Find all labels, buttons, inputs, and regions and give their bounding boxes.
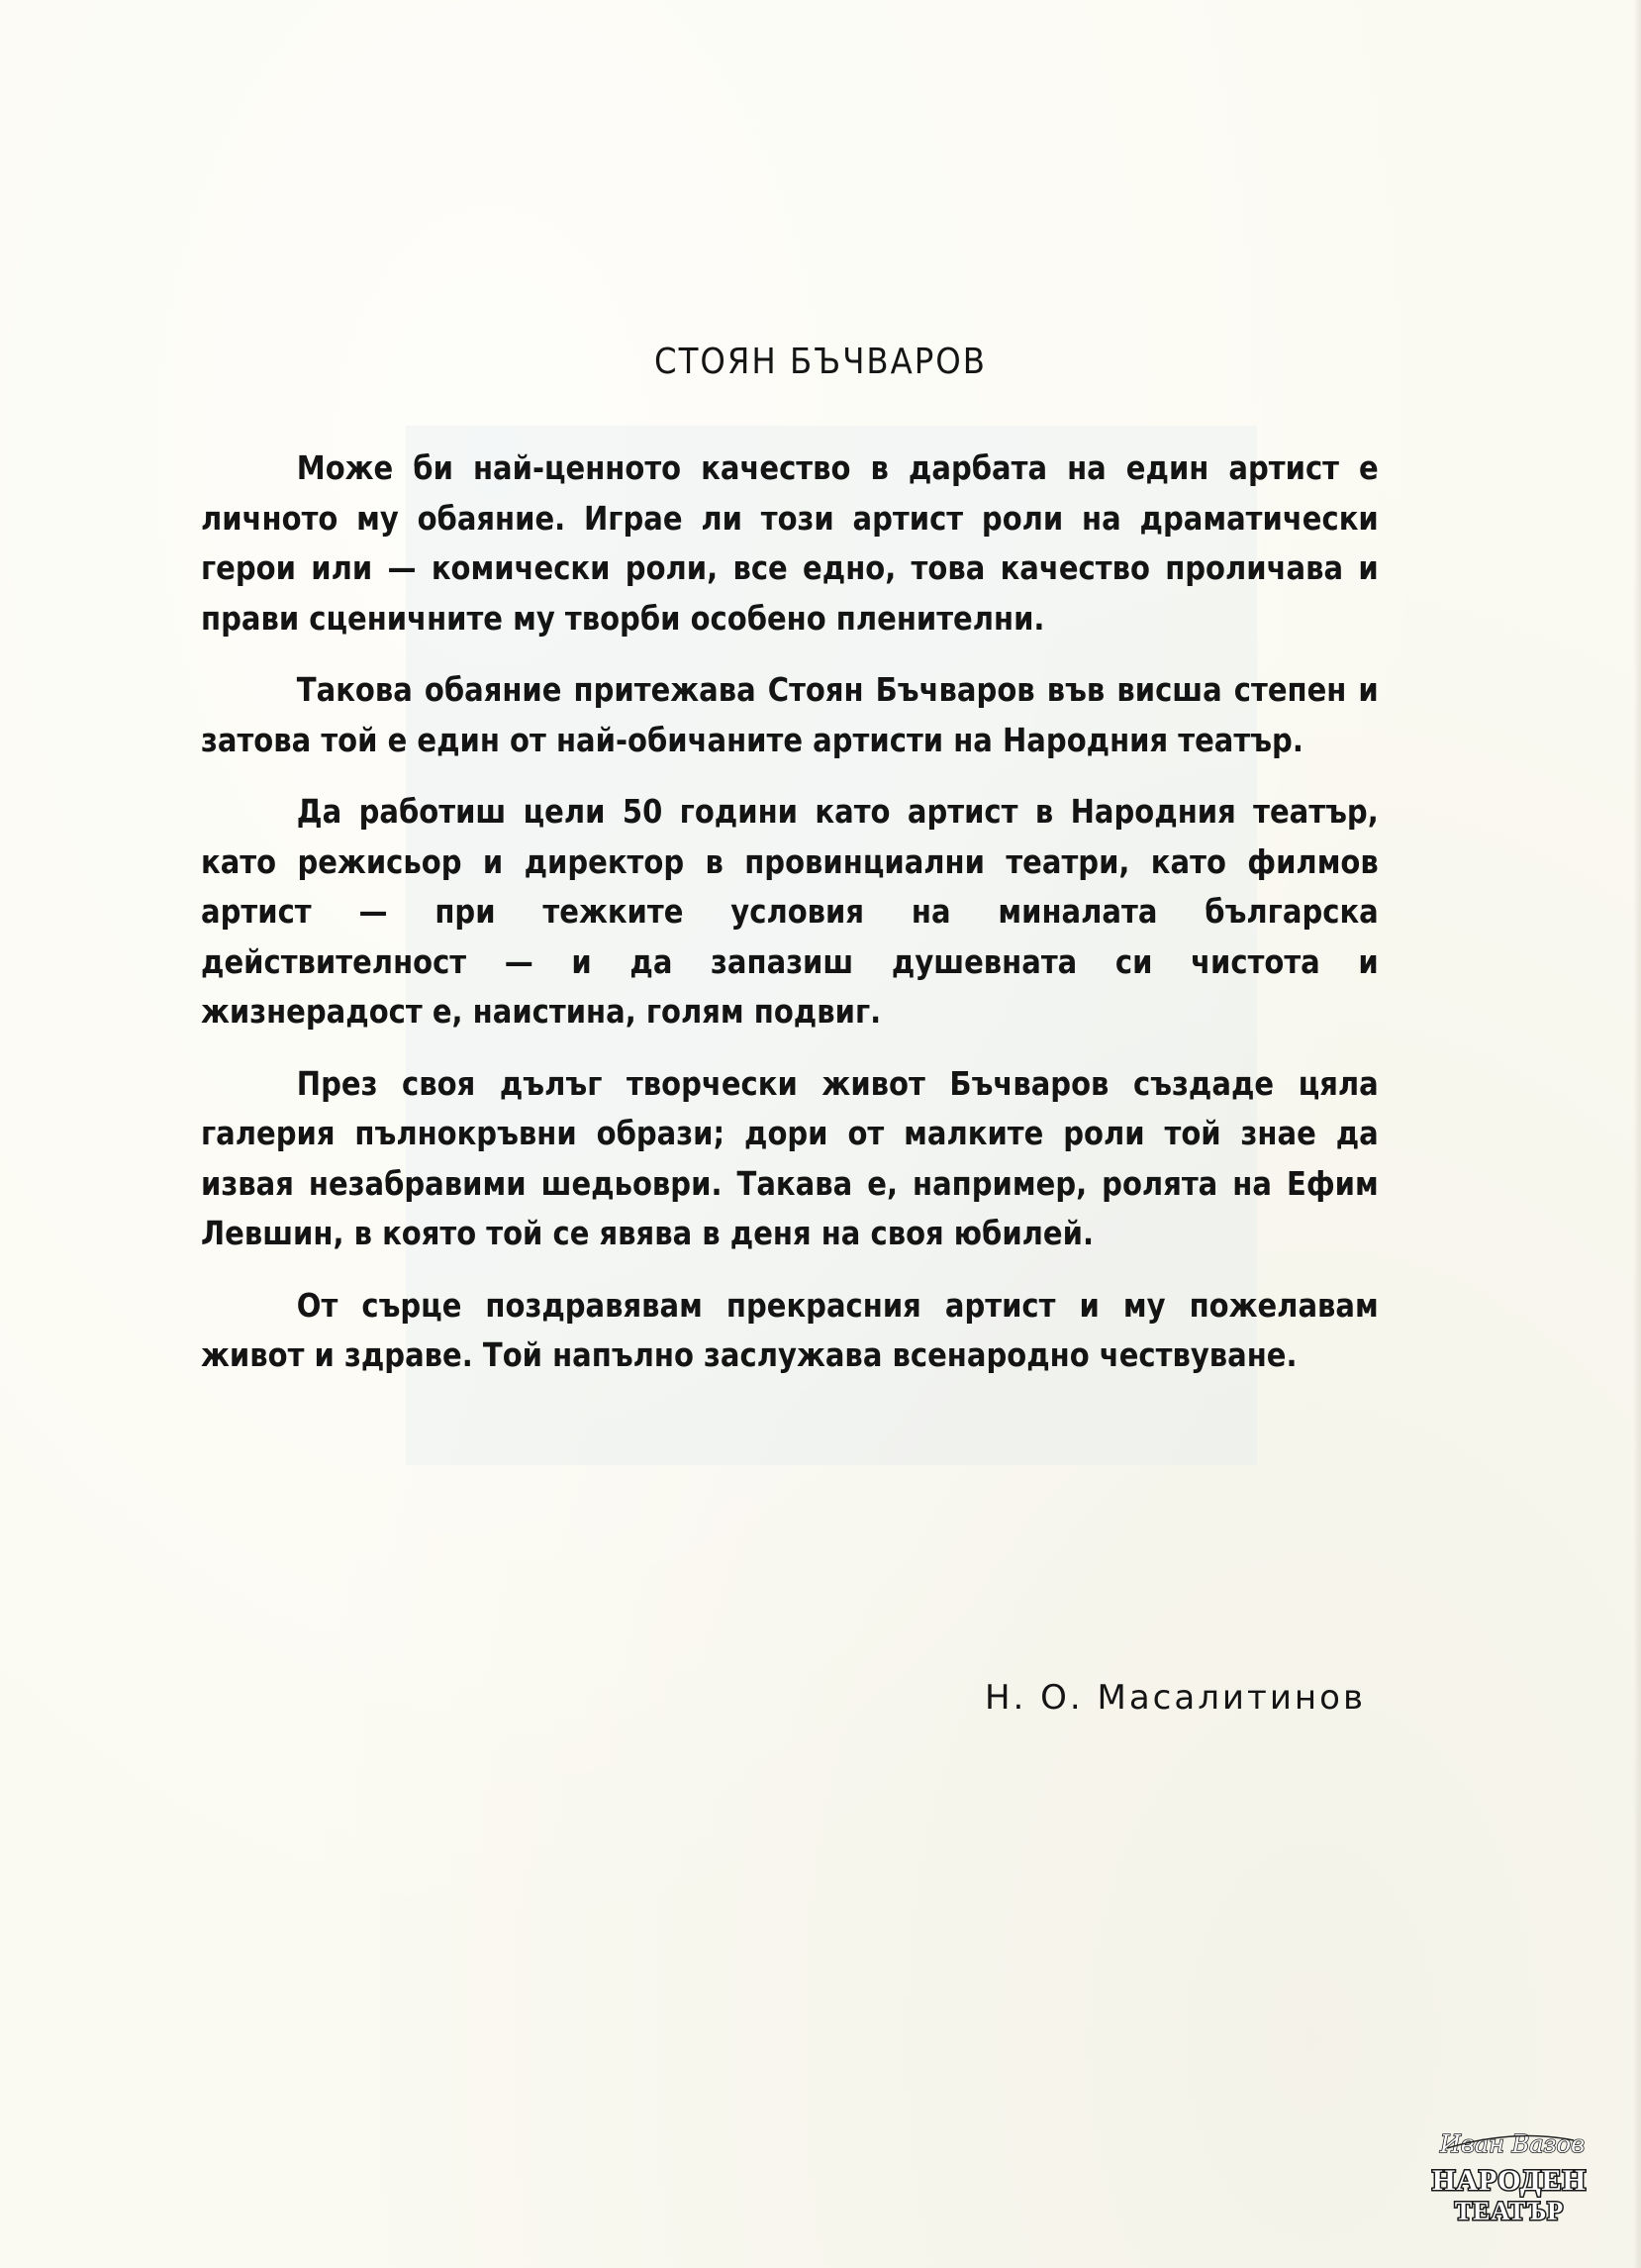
paragraph-5: От сърце поздравявам прекрасния артист и му пожелавам живот и здраве. Той напълно заслужава всенародно чествуване. bbox=[201, 1285, 1379, 1374]
paragraph-3: Да работиш цели 50 години като артист в Народния театър, като режисьор и директор в провинциални театри, като филмов артист — при тежките условия на миналата българска действителност — и да запазиш душевната си чистота и жизнерадост е, наистина, голям подвиг. bbox=[201, 792, 1379, 1031]
author-signature: Н. О. Масалитинов bbox=[984, 1678, 1366, 1718]
logo-line-1: НАРОДЕН bbox=[1432, 2164, 1587, 2197]
paragraph-2: Такова обаяние притежава Стоян Бъчваров във висша степен и затова той е един от най-обичаните артисти на Народния театър. bbox=[201, 670, 1379, 759]
page-edge-shadow bbox=[1633, 0, 1641, 2268]
document-body bbox=[201, 444, 1379, 1403]
paragraph-4: През своя дълъг творчески живот Бъчваров създаде цяла галерия пълнокръвни образи; дори от малките роли той знае да извая незабравими шедьоври. Такава е, например, ролята на Ефим Левшин, в която той се явява в деня на своя юбилей. bbox=[201, 1063, 1379, 1252]
document-title: СТОЯН БЪЧВАРОВ bbox=[653, 342, 988, 382]
logo-script-text: Иван Вазов bbox=[1439, 2130, 1586, 2158]
paragraph-1: Може би най-ценното качество в дарбата на един артист е личното му обаяние. Играе ли този артист роли на драматически герои или — комически роли, все едно, това качество проличава и прави сценичните му творби особено пленителни. bbox=[201, 448, 1379, 638]
logo-line-2: ТЕАТЪР bbox=[1454, 2197, 1565, 2225]
national-theatre-logo bbox=[1425, 2119, 1593, 2237]
